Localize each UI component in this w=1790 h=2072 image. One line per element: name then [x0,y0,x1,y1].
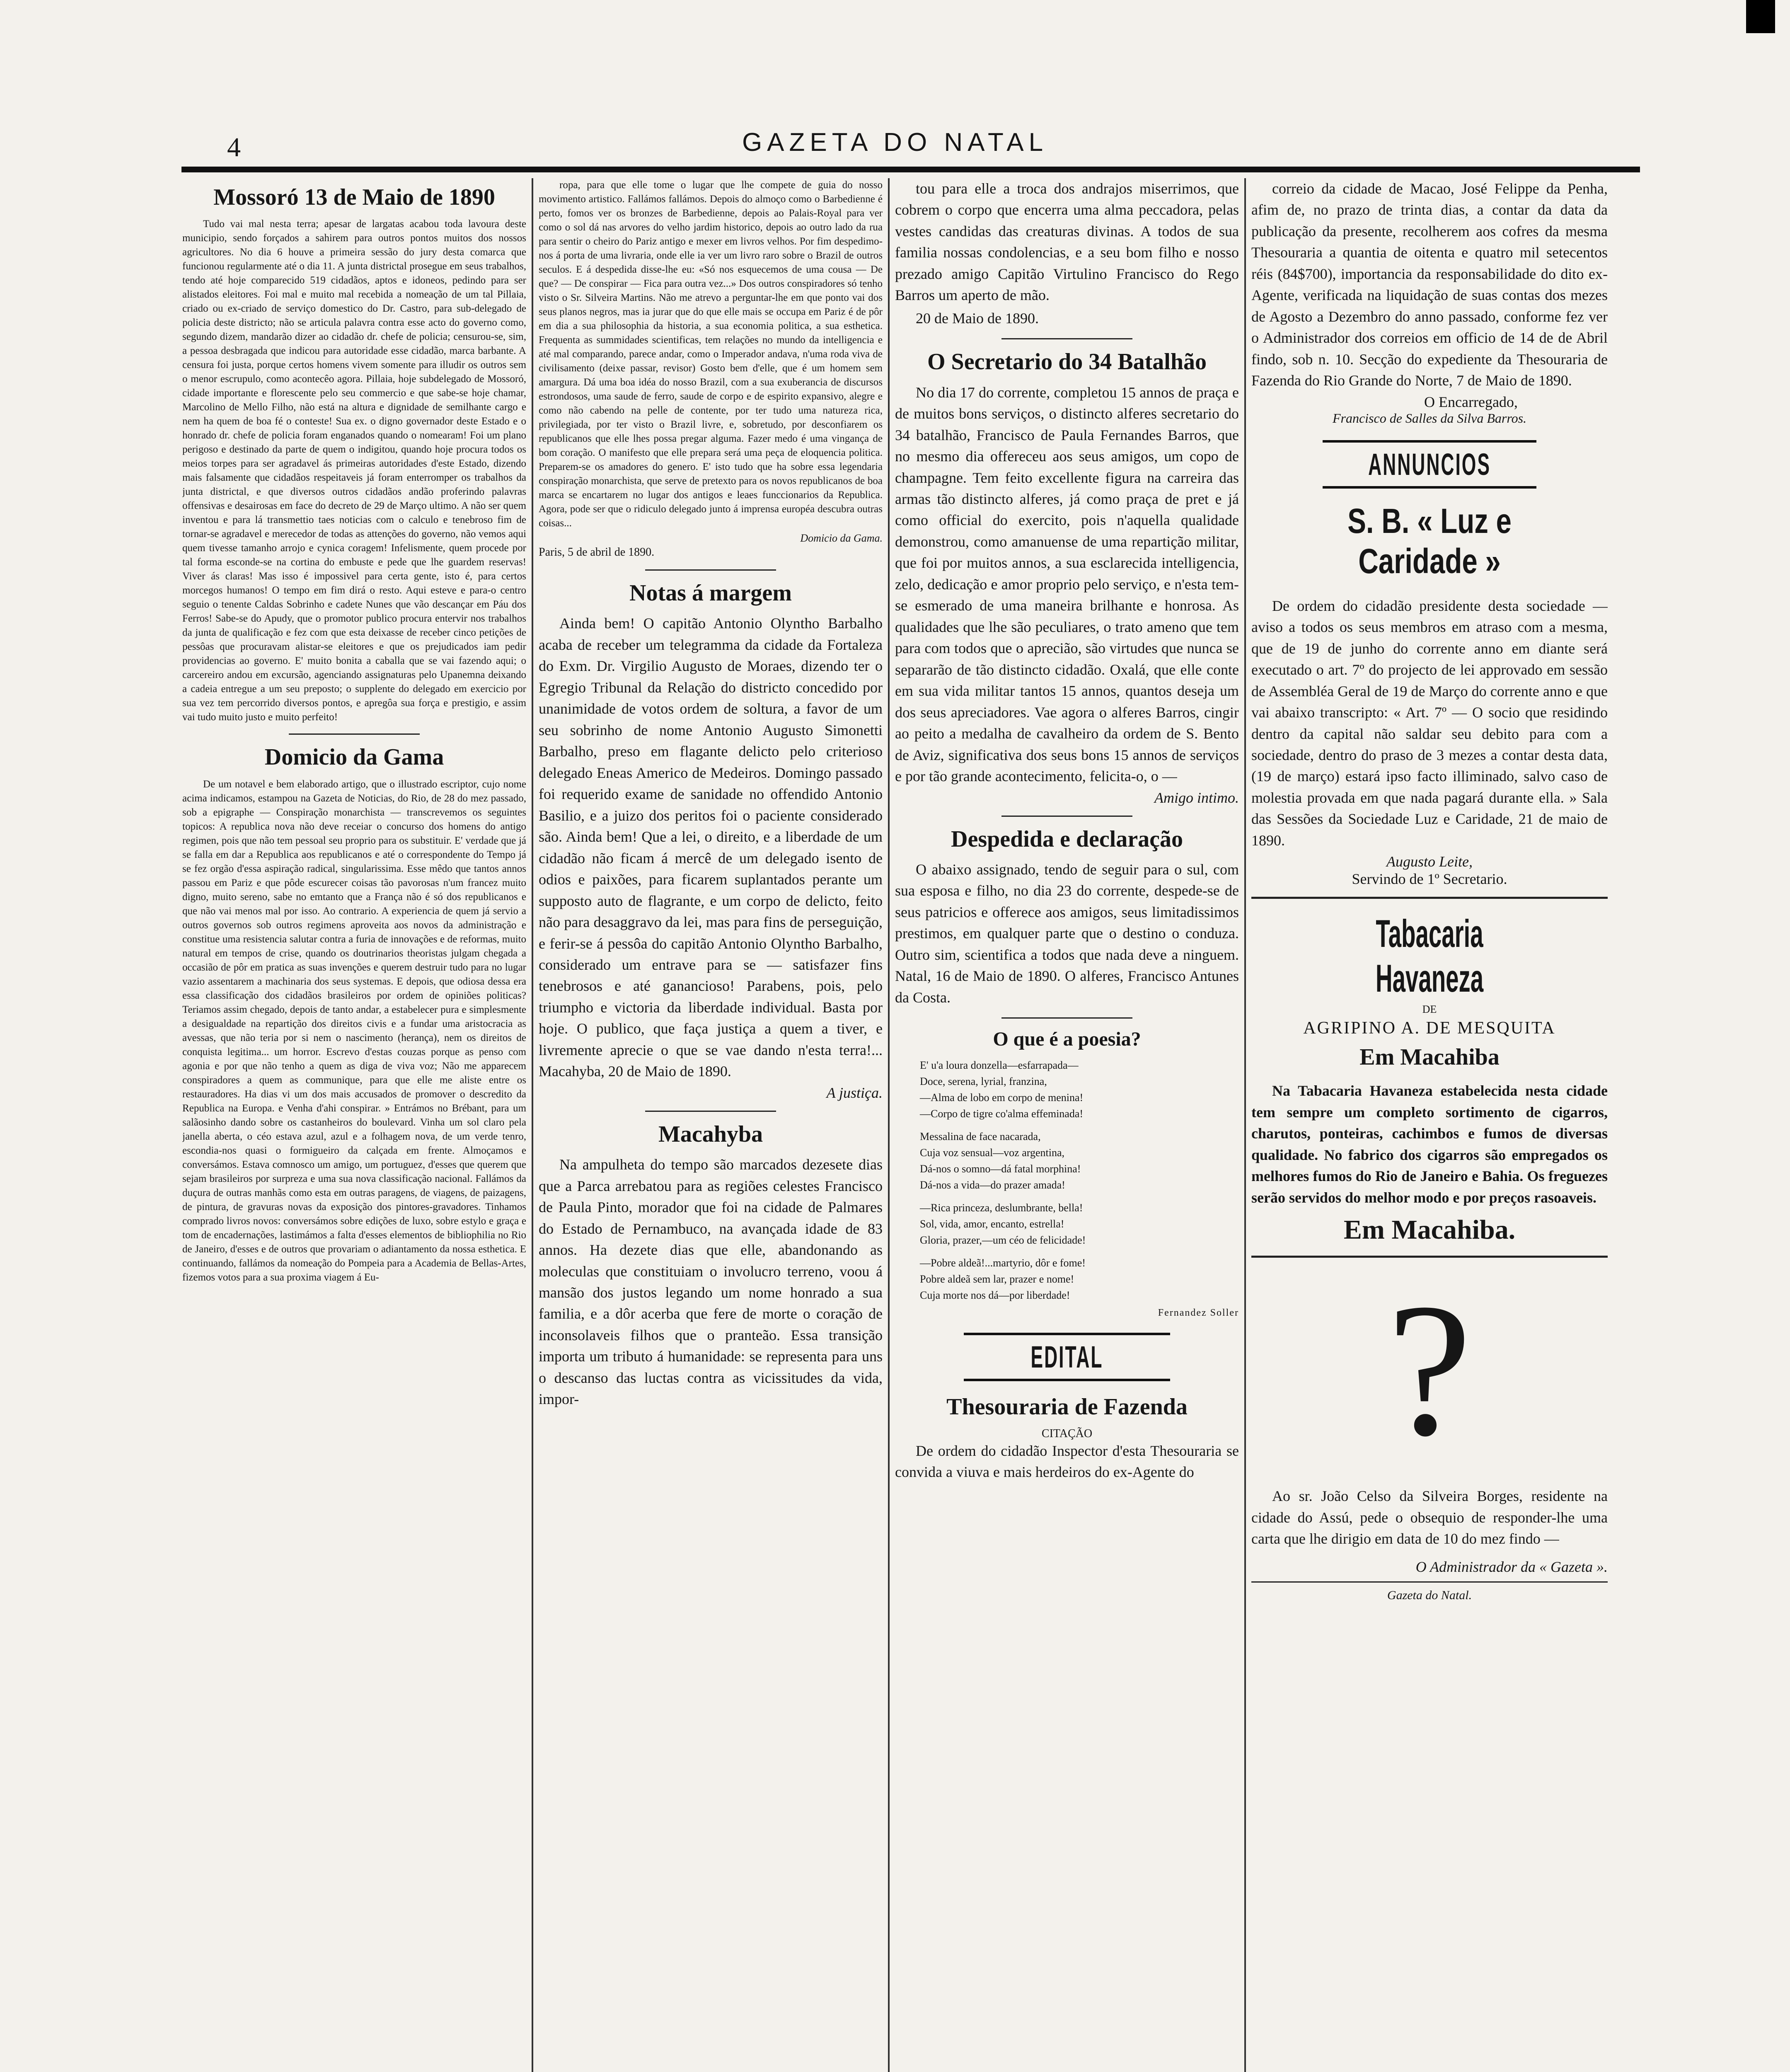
encarregado-label: O Encarregado, [1424,393,1518,410]
article-title-secretario: O Secretario do 34 Batalhão [927,349,1207,375]
separator [1001,816,1132,817]
article-title-thesouraria: Thesouraria de Fazenda [946,1394,1188,1420]
separator [1251,1256,1608,1258]
article-body-notas: Ainda bem! O capitão Antonio Olyntho Barbalho acaba de receber um telegramma da cidade da Fortaleza do Exm. Dr. Virgilio Augusto de Moraes, dizendo ter o Egregio Tribunal da Relação do districto concedido por unanimidade de votos ordem de soltura, a favor de um seu sobrinho de nome Antonio Augusto Simonetti Barbalho, preso em flagante delicto pelo criterioso delegado Eneas Americo de Medeiros. Domingo passado foi requerido exame de sanidade no offendido Antonio Basilio, e a juizo dos peritos foi o paciente considerado são. Ainda bem! Que a lei, o direito, e a liberdade de um cidadão não ficam á mercê de um delegado isento de odios e paixões, para ficarem suplantados perante um supposto auto de flagrante, e um corpo de delicto, feito não para desaggravo da lei, mas para fins de perseguição, e ferir-se á pessôa do capitão Antonio Olyntho Barbalho, considerado um entrave para se — satisfazer fins tenebrosos e até ganancioso! Parabens, pois, pelo triumpho e victoria da liberdade individual. Basta por hoje. O publico, que faça justiça a quem a tiver, e livremente aprecie o que se vae dando n'esta terra!... Macahyba, 20 de Maio de 1890. [539,615,883,1080]
column-4 [1251,178,1608,2072]
column-2 [539,178,883,2072]
article-title-mossoro: Mossoró 13 de Maio de 1890 [213,184,495,210]
question-mark-graphic: ? [1387,1264,1472,1476]
society-notice: De ordem do cidadão presidente desta sociedade — aviso a todos os seus membros em atraso com a mesma, que de 19 de junho do corrente anno em diante será executado o art. 7º do projecto de lei approvado em sessão de Assembléa Geral de 19 de Março do corrente anno e que vai abaixo transcripto: « Art. 7º — O socio que residindo dentro da capital não saldar seu debito para com a sociedade, dentro do praso de 3 mezes a contar desta data, (19 de março) estará ipso facto illiminado, salvo caso de molestia provada em que nada pagará durante ella. » Sala das Sessões da Sociedade Luz e Caridade, 21 de maio de 1890. [1251,597,1608,849]
separator [289,733,419,735]
signature-leite-role: Servindo de 1º Secretario. [1352,871,1507,888]
column-3 [895,178,1239,2072]
citacao-label: CITAÇÃO [1041,1427,1093,1440]
notice-silveira-borges: Ao sr. João Celso da Silveira Borges, residente na cidade do Assú, pede o obsequio de responder-lhe uma carta que lhe dirigio em data de 10 do mez findo — [1251,1488,1608,1547]
poem-title: O que é a poesia? [993,1028,1141,1051]
article-body-thesouraria: De ordem do cidadão Inspector d'esta Thesouraria se convida a viuva e mais herdeiros do ex-Agente do [895,1442,1239,1481]
separator [1251,1581,1608,1583]
tabacaria-title: Tabacaria Havaneza [1375,912,1484,1000]
dateline-macahyba: 20 de Maio de 1890. [916,310,1039,327]
signature-amigo: Amigo intimo. [1154,789,1239,806]
article-body-mossoro: Tudo vai mal nesta terra; apesar de largatas acabou toda lavoura deste municipio, sendo forçados a sahirem para outros pontos muitos dos nossos agricultores. No dia 6 houve a primeira sessão do jury desta comarca que funcionou regularmente até o dia 11. A junta districtal prosegue em seus trabalhos, tendo até hoje comparecido 519 cidadãos, aptos e idoneos, pedindo para ser alistados eleitores. Foi mal e muito mal recebida a nomeação de um tal Pillaia, criado ou ex-criado de serviço domestico do Dr. Castro, para sub-delegado de policia deste districto; não se articula palavra contra esse acto do governo como, segundo dizem, mandarão dizer ao cidadão dr. chefe de policia; censurou-se, sim, a pessoa desbragada que indicou para autoridade esse cidadão, marca barbante. A censura foi justa, porque certos homens vivem somente para illudir os outros sem o menor escrupulo, como acontecêo agora. Pillaia, hoje subdelegado de Mossoró, cidade importante e florescente pelo seu commercio e que sabe-se hoje chamar, Marcolino de Mello Filho, não está na altura e dignidade de semilhante cargo e nem ha quem de boa fé o conteste! Sua ex. o digno governador deste Estado e o honrado dr. chefe de policia foram enganados quando o nomearam! Foi um plano perigoso e destinado da parte de quem o indigitou, quando hoje procura todos os meios torpes para ser agradavel ás primeiras autoridades d'este Estado, dizendo mais falsamente que cidadãos respeitaveis já foram enterromper os trabalhos da junta districtal, e que diversos outros cidadãos andão proferindo palavras offensivas e desairosas em face do decreto de 29 de Março ultimo. A não ser quem inventou e para lá transmettio taes noticias com o calculo e tenebroso fim de tornar-se agradavel e merecedor de todas as attenções do governo, não vemos aqui quem tivesse tamanho arrojo e cynica coragem! Infelismente, quem procede por tal forma esconde-se na cortina do embuste e pede que lhe guardem reservas! Viver ás claras! Mas isso é impossivel para certa gente, isto é, para certos morcegos humanos! O tempo em fim dirá o resto. Aqui esteve e para-o centro seguio o tenente Caldas Sobrinho e cadete Nunes que vão descançar em Páu dos Ferros! Sabe-se do Apudy, que o promotor publico procura entervir nos trabalhos da junta de qualificação e fez com que esta deixasse de receber cinco petições de pessôas que procuravam alistar-se eleitores e que os prejudicados iam pedir providencias ao governo. E' muito bonita a caballa que se vai fazendo aqui; o carcereiro andou em excursão, agenciando assignaturas pelo Upanemna deixando a cadeia entregue a um seu preposto; o supplente do delegado em exercicio por sua vez tem percorrido diversos pontos, e apregôa sua força e prestigio, e assim vai tudo muito justo e muito perfeito! [182,218,526,723]
poem-author: Fernandez Soller [1158,1307,1239,1319]
article-body-despedida: O abaixo assignado, tendo de seguir para o sul, com sua esposa e filho, no dia 23 do corrente, despede-se de seus patricios e offerece aos amigos, seus limitadissimos prestimos, em qualquer parte que o destino o conduza. Outro sim, scientifica a todos que nada deve a ninguem. Natal, 16 de Maio de 1890. O alferes, Francisco Antunes da Costa. [895,861,1239,1006]
society-title: S. B. « Luz e Caridade » [1347,501,1512,581]
article-title-despedida: Despedida e declaração [951,826,1183,852]
signature-domicio: Domicio da Gama. [800,532,883,544]
dateline-paris: Paris, 5 de abril de 1890. [539,546,655,559]
article-body-macahyba-cont: tou para elle a troca dos andrajos miserrimos, que cobrem o corpo que encerra uma alma peccadora, pelas vestes candidas das creaturas divinas. A todos de sua familia nossas condolencias, e a seu bom filho e nosso prezado amigo Capitão Virtulino Francisco do Rego Barros um aperto de mão. [895,180,1239,304]
poem-body: E' u'a loura donzella—esfarrapada— Doce, serena, lyrial, franzina, —Alma de lobo em corpo de menina! —Corpo de tigre co'alma effeminada! Messalina de face nacarada, Cuja voz sensual—voz argentina, Dá-nos o somno—dá fatal morphina! Dá-nos a vida—do prazer amada! —Rica princeza, deslumbrante, bella! Sol, vida, amor, encanto, estrella! Gloria, prazer,—um céo de felicidade! —Pobre aldeã!...martyrio, dôr e fome! Pobre aldeã sem lar, prazer e nome! Cuja morte nos dá—por liberdade! [920,1059,1086,1302]
article-title-notas: Notas á margem [629,580,792,606]
separator [645,1111,776,1112]
tabacaria-body: Na Tabacaria Havaneza estabelecida nesta cidade tem sempre um completo sortimento de cigarros, charutos, ponteiras, cachimbos e fumos de diversas qualidade. No fabrico dos cigarros são empregados os melhores fumos do Rio de Janeiro e Bahia. Os freguezes serão servidos do melhor modo e por preços rasoaveis. [1251,1082,1608,1206]
column-divider [1244,178,1246,2072]
article-body-domicio-cont: ropa, para que elle tome o lugar que lhe compete de guia do nosso movimento artistico. Fallámos fallámos. Depois do almoço como o Barbedienne é perto, fomos ver os bronzes de Barbedienne, depois ao Palais-Royal para ver como o sol dá nas arvores do velho jardim historico, depois ao outro lado da rua para sentir o cheiro do Pariz antigo e mexer em livros velhos. Por fim despedimo-nos á porta de uma livraria, onde elle ia ver um livro raro sobre o Brazil de outros seculos. E á despedida disse-lhe eu: «Só nos esquecemos de uma cousa — De que? — De conspirar — Fica para outra vez...» Dos outros conspiradores só tenho visto o Sr. Silveira Martins. Não me atrevo a perguntar-lhe em que ponto vai dos seus planos negros, mas ia jurar que do que elle mais se occupa em Pariz é de pôr em dia a sua philosophia da historia, a sua economia politica, a sua esthetica. Frequenta as summidades scientificas, tem relações no mundo da intelligencia e até mal comparando, parece andar, como o Imperador andava, n'uma roda viva de civilisamento (deixe passar, revisor) Gosto bem d'elle, que é um homem sem amargura. Dá uma boa idéa do nosso Brazil, com a sua exuberancia de discursos estrondosos, uma saude de ferro, saude de corpo e de espirito expansivo, alegre e como não cabendo na pelle de contente, por ter tudo uma natureza rica, privilegiada, por ter visto o Brazil livre, e, sobretudo, por desconfiarem os republicanos que elle lhes possa pregar alguma. Fazer medo é uma vingança de bom coração. O manifesto que elle prepara será uma peça de eloquencia politica. Preparem-se os amadores do genero. E' isto tudo que ha sobre essa legendaria conspiração monarchista, que serve de pretexto para os novos republicanos de boa marca se encartarem no lugar dos antigos e leaes funccionarios da Republica. Agora, pode ser que o ridiculo delegado junto á imprensa européa descubra outras coisas... [539,179,883,529]
signature-justica: A justiça. [826,1084,883,1101]
signature-gazeta: Gazeta do Natal. [1387,1588,1472,1602]
separator [645,569,776,571]
edital-heading: EDITAL [964,1333,1170,1381]
column-divider [888,178,890,2072]
masthead: GAZETA DO NATAL [742,128,1048,157]
tabacaria-location-footer: Em Macahiba. [1343,1215,1516,1245]
annuncios-heading: ANNUNCIOS [1323,440,1536,489]
article-title-macahyba: Macahyba [658,1121,763,1147]
separator [1251,897,1608,899]
article-body-macahyba: Na ampulheta do tempo são marcados dezesete dias que a Parca arrebatou para as regiões celestes Francisco de Paula Pinto, morador que foi na cidade de Palmares do Estado de Pernambuco, na avançada idade de 83 annos. Ha dezete dias que elle, abandonando as moleculas que constituiam o involucro terreno, voou á mansão dos justos legando um nome honrado a sua familia, e a dôr acerba que fere de morte o coração de inconsolaveis filhos que o pranteão. Essa transição importa um tributo á humanidade: se representa para uns o descanso das luctas contra as vicissitudes da vida, impor- [539,1156,883,1408]
tabacaria-de: DE [1422,1003,1437,1016]
page-number: 4 [227,132,241,162]
separator [1001,338,1132,339]
article-body-secretario: No dia 17 do corrente, completou 15 annos de praça e de muitos bons serviços, o distincto alferes secretario do 34 batalhão, Francisco de Paula Fernandes Barros, que no mesmo dia offereceu aos seus amigos, um copo de champagne. Tem feito excellente figura na carreira das armas tão distincto alferes, já como praça de pret e já como official do exercito, pois n'aquella qualidade demonstrou, como amanuense de uma repartição militar, que foi por muitos annos, a sua esclarecida intelligencia, zelo, dedicação e amor proprio pelo serviço, e n'esta tem-se esmerado de uma maneira brilhante e honrosa. As qualidades que lhe são peculiares, o trato ameno que tem para com todos que o aprecião, são virtudes que nunca se separarão de tão distincto cidadão. Oxalá, que elle conte em sua vida militar tantos 15 annos, quantos deseja um dos seus apreciadores. Vae agora o alferes Barros, cingir ao peito a medalha de cavalheiro da ordem de S. Bento de Aviz, significativa dos seus bons 15 annos de serviços e por tão grande acontecimento, felicita-o, o — [895,384,1239,785]
signature-administrador: O Administrador da « Gazeta ». [1415,1558,1608,1575]
signature-salles: Francisco de Salles da Silva Barros. [1332,410,1527,426]
article-title-domicio: Domicio da Gama [264,744,444,770]
column-1 [182,178,526,2072]
signature-leite: Augusto Leite, [1386,853,1473,870]
masthead-rule [181,167,1640,172]
column-divider [532,178,533,2072]
article-body-domicio: De um notavel e bem elaborado artigo, que o illustrado escriptor, cujo nome acima indicamos, estampou na Gazeta de Noticias, do Rio, de 28 do mez passado, sob a epigraphe — Conspiração monarchista — transcrevemos os seguintes topicos: A republica nova não deve receiar o concurso dos homens do antigo regimen, pois que não tem pessoal seu proprio para os substituir. E' verdade que já se falla em dar a Republica aos republicanos e até o correspondente do Tempo já se fez orgão d'essa aspiração radical, singularissima. Esse mêdo que tantos annos passou em Pariz e que pôde escurecer coisas tão pavorosas n'um francez muito digno, muito sereno, sabe no emtanto que a França não é só dos republicanos e que não vai menos mal por isso. Ao contrario. A experiencia de quem já servio a outros governos sob outros regimens aproveita aos novos da administração e constitue uma resistencia salutar contra a furia de innovações e de reformas, muito natural em tempos de crise, quando os doutrinarios theoristas julgam chegada a occasião de pôr em pratica as suas invenções e querem destruir tudo para no lugar vazio assentarem a machinaria dos seus systemas. E depois, que odiosa dessa era essa classificação dos cidadãos brasileiros por ordem de opiniões politicas? Teriamos assim chegado, depois de tanto andar, a estabelecer pura e simplesmente a desigualdade na repartição dos direitos civis e a fundar uma aristocracia as avessas, que não teria por si nem o nascimento (herança), nem os direitos de conquista legitima... um horror. Escrevo d'estas couzas porque as penso com agonia e por que não tenho a quem as diga de viva voz; Não me apparecem conspiradores a quem as communique, para que elle me aliste entre os restauradores. Ha dias vi um dos mais accusados de promover o descredito da Republica na Europa. e Venha d'ahi conspirar. » Entrámos no Brébant, para um salãosinho dando sobre os castanheiros do boulevard. Vinha um sol claro pela janella aberta, o céo estava azul, azul e a folhagem nova, de um verde tenro, escondia-nos quasi o formigueiro da calçada em frente. Almoçamos e conversámos. Estava comnosco um amigo, um portuguez, d'esses que querem que sejam brasileiros por surpreza e uma sua nova classificação nacional. Fallámos da duçura de outras manhãs como esta em outras paragens, de viagens, de paizagens, de pintura, de gravuras novas da exposição dos pintores-gravadores. Tinhamos comprado livros novos: conversámos sobre edições de luxo, sobre estylo e graça e tom de encadernações, lastimámos a falta d'esses elementos de bibliophilia no Rio de Janeiro, d'esses e de outros que provariam o adiantamento da nossa esthetica. E continuando, fallámos da nomeação do Pompeia para a Academia de Bellas-Artes, fizemos votos para a sua proxima viagem á Eu- [182,778,526,1283]
scan-edge-mark [1746,0,1775,33]
separator [1001,1017,1132,1019]
tabacaria-owner: AGRIPINO A. DE MESQUITA [1303,1019,1556,1038]
tabacaria-location: Em Macahiba [1359,1044,1500,1070]
article-body-thesouraria-cont: correio da cidade de Macao, José Felippe da Penha, afim de, no prazo de trinta dias, a contar da data da publicação da presente, recolherem aos cofres da mesma Thesouraria a quantia de oitenta e quatro mil setecentos réis (84$700), importancia da responsabilidade do dito ex-Agente, verificada na liquidação de suas contas dos mezes de Agosto a Dezembro do anno passado, conforme fez ver o Administrador dos correios em officio de 14 de de Abril findo, sob n. 10. Secção do expediente da Thesouraria de Fazenda do Rio Grande do Norte, 7 de Maio de 1890. [1251,180,1608,389]
